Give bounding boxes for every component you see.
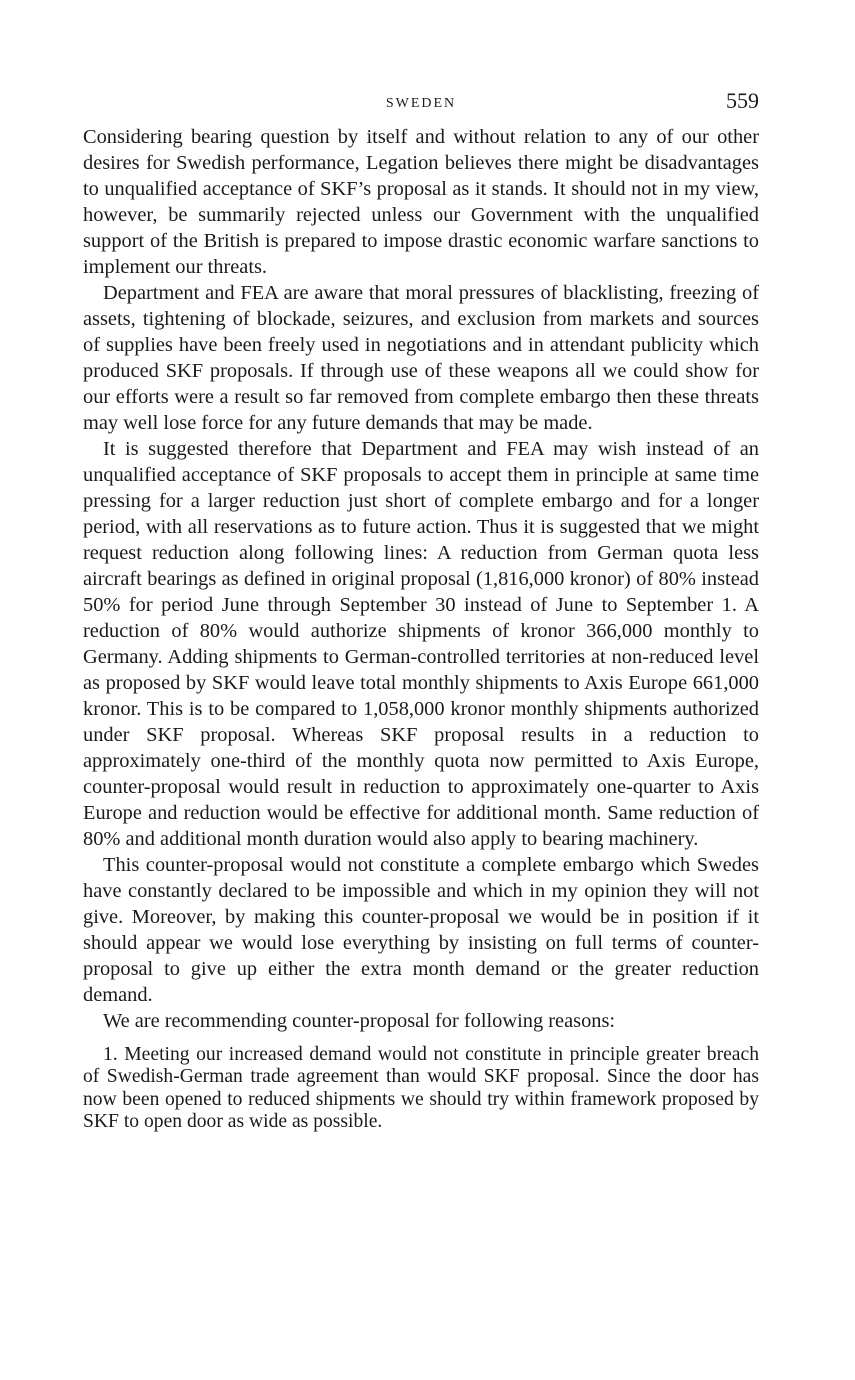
running-head xyxy=(83,88,759,124)
paragraph-1: Considering bearing question by itself and without relation to any of our other desires for Swedish performance, Legation believes there might be disadvantages to unqualified acceptance of SKF’s proposal as it stands. It should not in my view, however, be summarily rejected unless our Government with the unqualified support of the British is prepared to impose drastic economic warfare sanctions to implement our threats. xyxy=(83,126,759,278)
numbered-item-1: 1. Meeting our increased demand would not constitute in principle greater breach of Swedish-German trade agreement than would SKF proposal. Since the door has now been opened to reduced shipments we should try within framework proposed by SKF to open door as wide as possible. xyxy=(83,1044,759,1133)
paragraph-5: We are recommending counter-proposal for following reasons: xyxy=(103,1010,616,1032)
document-page xyxy=(83,88,759,1134)
paragraph-3: It is suggested therefore that Department and FEA may wish instead of an unqualified acceptance of SKF proposals to accept them in principle at same time pressing for a larger reduction just short of complete embargo and for a longer period, with all reservations as to future action. Thus it is suggested that we might request reduction along following lines: A reduction from German quota less aircraft bearings as defined in original proposal (1,816,000 kronor) of 80% instead 50% for period June through September 30 instead of June to September 1. A reduction of 80% would authorize shipments of kronor 366,000 monthly to Germany. Adding shipments to German-controlled territories at non-reduced level as proposed by SKF would leave total monthly shipments to Axis Europe 661,000 kronor. This is to be compared to 1,058,000 kronor monthly shipments authorized under SKF proposal. Whereas SKF proposal results in a reduction to approximately one-third of the monthly quota now permitted to Axis Europe, counter-proposal would result in reduction to approximately one-quarter to Axis Europe and reduction would be effective for additional month. Same reduction of 80% and additional month duration would also apply to bearing machinery. xyxy=(83,438,759,850)
numbered-list xyxy=(83,1044,759,1134)
page-number: 559 xyxy=(726,88,759,113)
body-text xyxy=(83,124,759,1034)
paragraph-4: This counter-proposal would not constitute a complete embargo which Swedes have constantly declared to be impossible and which in my opinion they will not give. Moreover, by making this counter-proposal we would be in position if it should appear we would lose everything by insisting on full terms of counter-proposal to give up either the extra month demand or the greater reduction demand. xyxy=(83,854,759,1006)
paragraph-2: Department and FEA are aware that moral pressures of blacklisting, freezing of assets, tightening of blockade, seizures, and exclusion from markets and sources of supplies have been freely used in negotiations and in attendant publicity which produced SKF proposals. If through use of these weapons all we could show for our efforts were a result so far removed from complete embargo then these threats may well lose force for any future demands that may be made. xyxy=(83,282,759,434)
running-title: SWEDEN xyxy=(385,96,457,111)
